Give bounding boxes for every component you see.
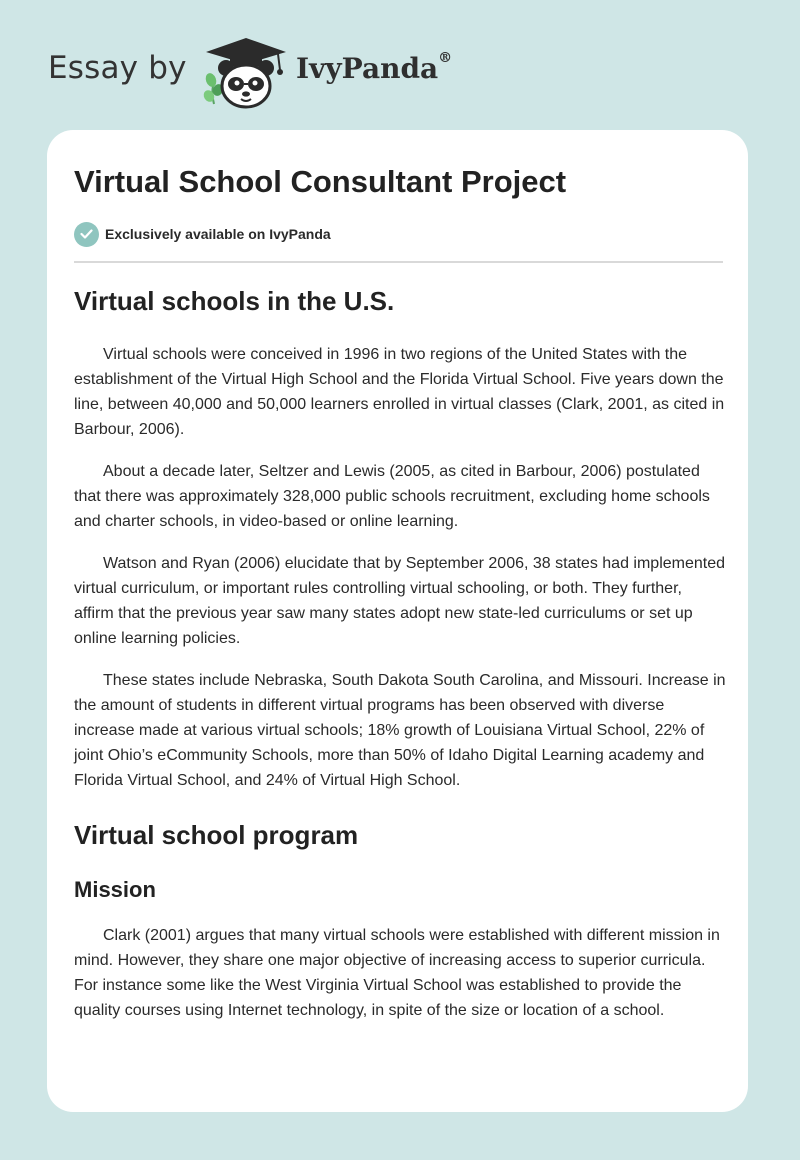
essay-card [47,130,748,1112]
brand-name[interactable] [296,52,452,85]
exclusive-badge [74,221,331,247]
paragraph: These states include Nebraska, South Dakota South Carolina, and Missouri. Increase in the amount of students in different virtual programs has been observed with diverse increase made at various virtual schools; 18% growth of Louisiana Virtual School, 22% of joint Ohio’s eCommunity Schools, more than 50% of Idaho Digital Learning academy and Florida Virtual School, and 24% of Virtual High School. [74,672,726,789]
section-heading: Virtual school program [74,820,359,850]
subsection-heading: Mission [74,877,156,902]
paragraph: About a decade later, Seltzer and Lewis (2005, as cited in Barbour, 2006) postulated that there was approximately 328,000 public schools recruitment, excluding home schools and charter schools, in video-based or online learning. [74,463,710,530]
essay-by-label: Essay by [48,50,187,86]
check-circle-icon [74,222,99,247]
title-divider [74,261,723,263]
paragraph: Watson and Ryan (2006) elucidate that by September 2006, 38 states had implemented virtual curriculum, or important rules controlling virtual schooling, or both. They further, affirm that the previous year saw many states adopt new state-led curriculums or set up online learning policies. [74,555,726,647]
panda-graduate-icon[interactable] [200,34,292,110]
essay-body [74,282,726,1023]
exclusive-badge-label: Exclusively available on IvyPanda [105,226,331,242]
brand-name-text: IvyPanda [296,52,439,85]
page-title: Virtual School Consultant Project [74,164,567,199]
paragraph: Virtual schools were conceived in 1996 in two regions of the United States with the establishment of the Virtual High School and the Florida Virtual School. Five years down the line, between 40,000 and 50,000 learners enrolled in virtual classes (Clark, 2001, as cited in Barbour, 2006). [74,346,725,438]
section-heading: Virtual schools in the U.S. [74,286,395,316]
registered-mark: ® [438,50,453,66]
paragraph: Clark (2001) argues that many virtual schools were established with different mission in mind. However, they share one major objective of increasing access to superior curricula. For instance some like the West Virginia Virtual School was established to provide the quality courses using Internet technology, in spite of the size or location of a school. [74,927,720,1019]
site-header [0,0,800,130]
